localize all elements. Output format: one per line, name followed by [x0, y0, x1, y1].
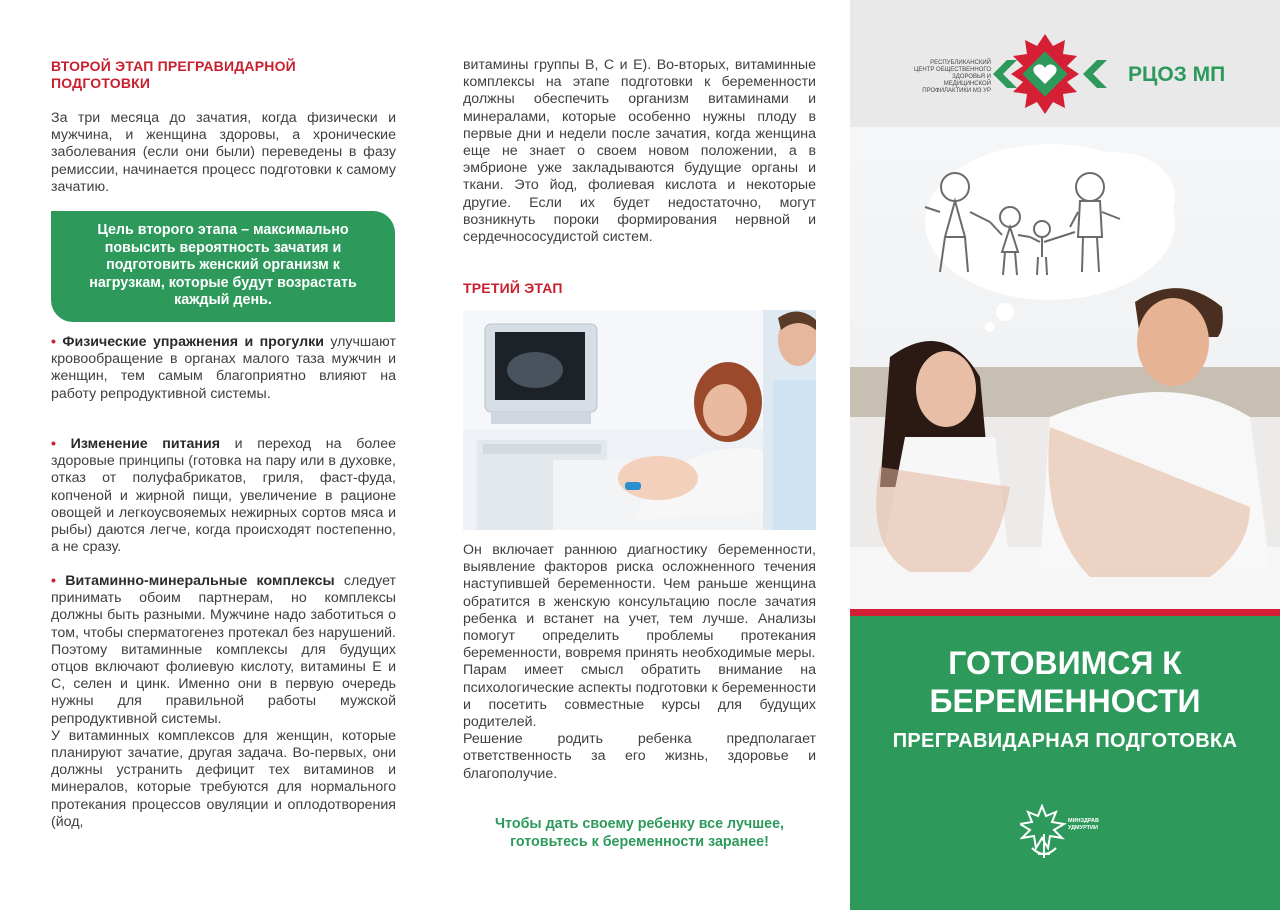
- section-title-stage2: ВТОРОЙ ЭТАП ПРЕГРАВИДАРНОЙ ПОДГОТОВКИ: [51, 58, 296, 91]
- closing-message: Чтобы дать своему ребенку все лучшее, готовьтесь к беременности заранее!: [495, 816, 784, 850]
- rcoz-logo-icon: [993, 32, 1123, 117]
- bullet-marker: •: [51, 573, 56, 589]
- bullet-lead: Витаминно-минеральные комплексы: [65, 573, 335, 589]
- bullet-text: улучшают кровообращение в органах малого таза мужчин и женщин, тем самым благоприятно влияют на работу репродуктивной системы.: [51, 334, 396, 402]
- bullet-exercise: [51, 334, 396, 403]
- ministry-emblem-icon: [1020, 804, 1068, 862]
- bullet-vitamins: [51, 573, 396, 831]
- ministry-name: МИНЗДРАВ УДМУРТИИ: [1068, 818, 1099, 831]
- bullet-marker: •: [51, 436, 56, 452]
- red-divider: [850, 609, 1280, 616]
- column-cover: [850, 0, 1280, 910]
- ultrasound-scene-illustration: [463, 310, 816, 530]
- ministry-logo: [1020, 804, 1099, 867]
- bullet-text: следует принимать обоим партнерам, но комплексы должны быть разными. Мужчине надо заботиться о том, чтобы сперматогенез протекал без нарушений. Поэтому витаминные комплексы для будущих отцов включают фолиевую кислоту, витамины Е и С, селен и цинк. Именно они в первую очередь нужны для правильной работы мужской репродуктивной системы.: [51, 573, 396, 727]
- cover-header: [850, 0, 1280, 127]
- stage3-para-3: Решение родить ребенка предполагает ответственность за его жизнь, здоровье и благополучие.: [463, 731, 816, 782]
- bullet-nutrition: [51, 436, 396, 556]
- org-abbreviation: РЦОЗ МП: [1128, 63, 1226, 86]
- women-vitamins-text: У витаминных комплексов для женщин, которые планируют зачатие, другая задача. Во-первых, они должны устранить дефицит тех витаминов и минералов, которые требуются для нормального протекания процессов овуляции и оплодотворения (йод,: [51, 727, 396, 830]
- stage3-text: [463, 542, 816, 783]
- stage3-para-1: Он включает раннюю диагностику беременности, выявление факторов риска осложненного течения наступившей беременности. Чем раньше женщина обратится в женскую консультацию после зачатия ребенка и встанет на учет, тем лучше. Анализы помогут определить проблемы протекания беременности, вовремя принять необходимые меры.: [463, 542, 816, 662]
- cover-title-panel: [850, 616, 1280, 910]
- org-name: РЕСПУБЛИКАНСКИЙ ЦЕНТР ОБЩЕСТВЕННОГО ЗДОРОВЬЯ И МЕДИЦИНСКОЙ ПРОФИЛАКТИКИ МЗ УР: [913, 60, 991, 94]
- section-title-stage3: ТРЕТИЙ ЭТАП: [463, 280, 563, 296]
- cover-photo: [850, 127, 1280, 610]
- goal-callout: Цель второго этапа – максимально повысить вероятность зачатия и подготовить женский организм к нагрузкам, которые будут возрастать каждый день.: [51, 211, 395, 322]
- column-left: [0, 0, 430, 910]
- vitamins-continued: витамины группы В, С и Е). Во-вторых, витаминные комплексы на этапе подготовки к беременности должны обеспечить организм витаминами и минералами, которые особенно нужны плоду в первые дни и недели после зачатия, когда женщина еще не знает о своем новом положении, а в эмбрионе уже закладываются будущие органы и ткани. Это йод, фолиевая кислота и некоторые другие. Если их будет недостаточно, могут возникнуть пороки формирования нервной и сердечнососудистой систем.: [463, 57, 816, 246]
- bullet-lead: Изменение питания: [70, 436, 220, 452]
- stage3-para-2: Парам имеет смысл обратить внимание на психологические аспекты подготовки к беременности и посетить совместные курсы для будущих родителей.: [463, 662, 816, 731]
- bullet-marker: •: [51, 334, 56, 350]
- couple-dreaming-illustration: [850, 127, 1280, 610]
- brochure-subtitle: ПРЕГРАВИДАРНАЯ ПОДГОТОВКА: [892, 730, 1238, 752]
- brochure-title: ГОТОВИМСЯ К БЕРЕМЕННОСТИ: [929, 645, 1201, 719]
- stage2-intro: За три месяца до зачатия, когда физически и мужчина, и женщина здоровы, а хронические заболевания (если они были) переведены в фазу ремиссии, начинается процесс подготовки к самому зачатию.: [51, 110, 396, 195]
- ultrasound-photo: [463, 310, 816, 530]
- bullet-lead: Физические упражнения и прогулки: [62, 334, 324, 350]
- bullet-text: и переход на более здоровые принципы (готовка на пару или в духовке, отказ от полуфабрикатов, гриля, фаст-фуда, копченой и жирной пищи, увеличение в рационе овощей и легкоусвояемых нежирных сортов мяса и рыбы) даются легче, когда происходят постепенно, а не сразу.: [51, 436, 396, 556]
